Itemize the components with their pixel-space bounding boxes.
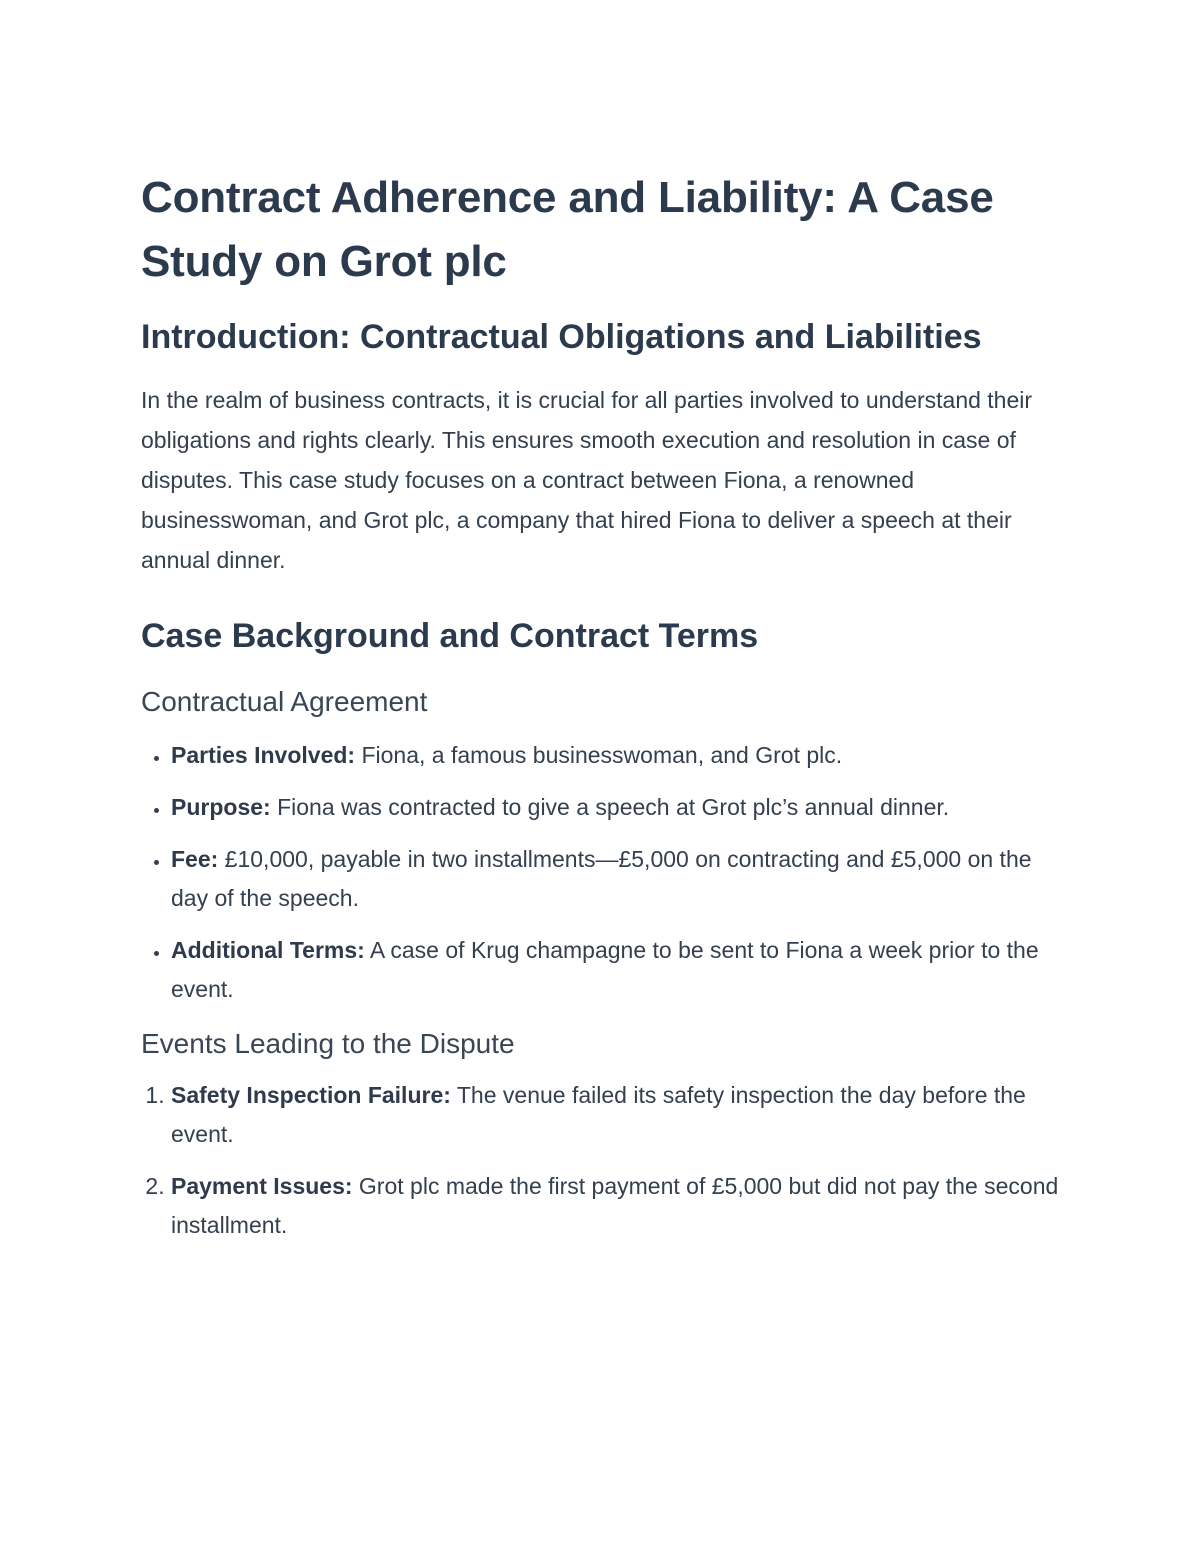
list-item-text: Grot plc made the first payment of £5,000 but did not pay the second installment.: [171, 1173, 1059, 1238]
background-heading: Case Background and Contract Terms: [141, 617, 759, 655]
agreement-heading: Contractual Agreement: [141, 686, 428, 717]
list-item-label: Safety Inspection Failure:: [171, 1082, 451, 1108]
list-item: [171, 1167, 1061, 1245]
events-heading: Events Leading to the Dispute: [141, 1028, 515, 1059]
list-item-label: Parties Involved:: [171, 742, 356, 768]
list-item: [171, 931, 1061, 1009]
list-item-text: A case of Krug champagne to be sent to Fiona a week prior to the event.: [171, 937, 1039, 1002]
list-item: [171, 840, 1061, 918]
document-title: Contract Adherence and Liability: A Case Study on Grot plc: [141, 173, 994, 286]
list-item: [171, 736, 1061, 775]
intro-paragraph: In the realm of business contracts, it is crucial for all parties involved to understand their obligations and rights clearly. This ensures smooth execution and resolution in case of disputes. This case study focuses on a contract between Fiona, a renowned businesswoman, and Grot plc, a company that hired Fiona to deliver a speech at their annual dinner.: [141, 387, 1033, 573]
list-item-text: The venue failed its safety inspection the day before the event.: [171, 1082, 1026, 1147]
list-item: [171, 1076, 1061, 1154]
list-item-text: Fiona was contracted to give a speech at Grot plc’s annual dinner.: [270, 794, 950, 820]
list-item-text: £10,000, payable in two installments—£5,000 on contracting and £5,000 on the day of the speech.: [171, 846, 1032, 911]
list-item-label: Fee:: [171, 846, 219, 872]
events-list: [141, 1076, 1061, 1245]
list-item-label: Payment Issues:: [171, 1173, 353, 1199]
list-item-text: Fiona, a famous businesswoman, and Grot plc.: [355, 742, 843, 768]
document-page: [141, 166, 1061, 1258]
list-item-label: Purpose:: [171, 794, 271, 820]
agreement-list: [141, 736, 1061, 1009]
intro-heading: Introduction: Contractual Obligations and Liabilities: [141, 318, 982, 356]
list-item: [171, 788, 1061, 827]
list-item-label: Additional Terms:: [171, 937, 365, 963]
